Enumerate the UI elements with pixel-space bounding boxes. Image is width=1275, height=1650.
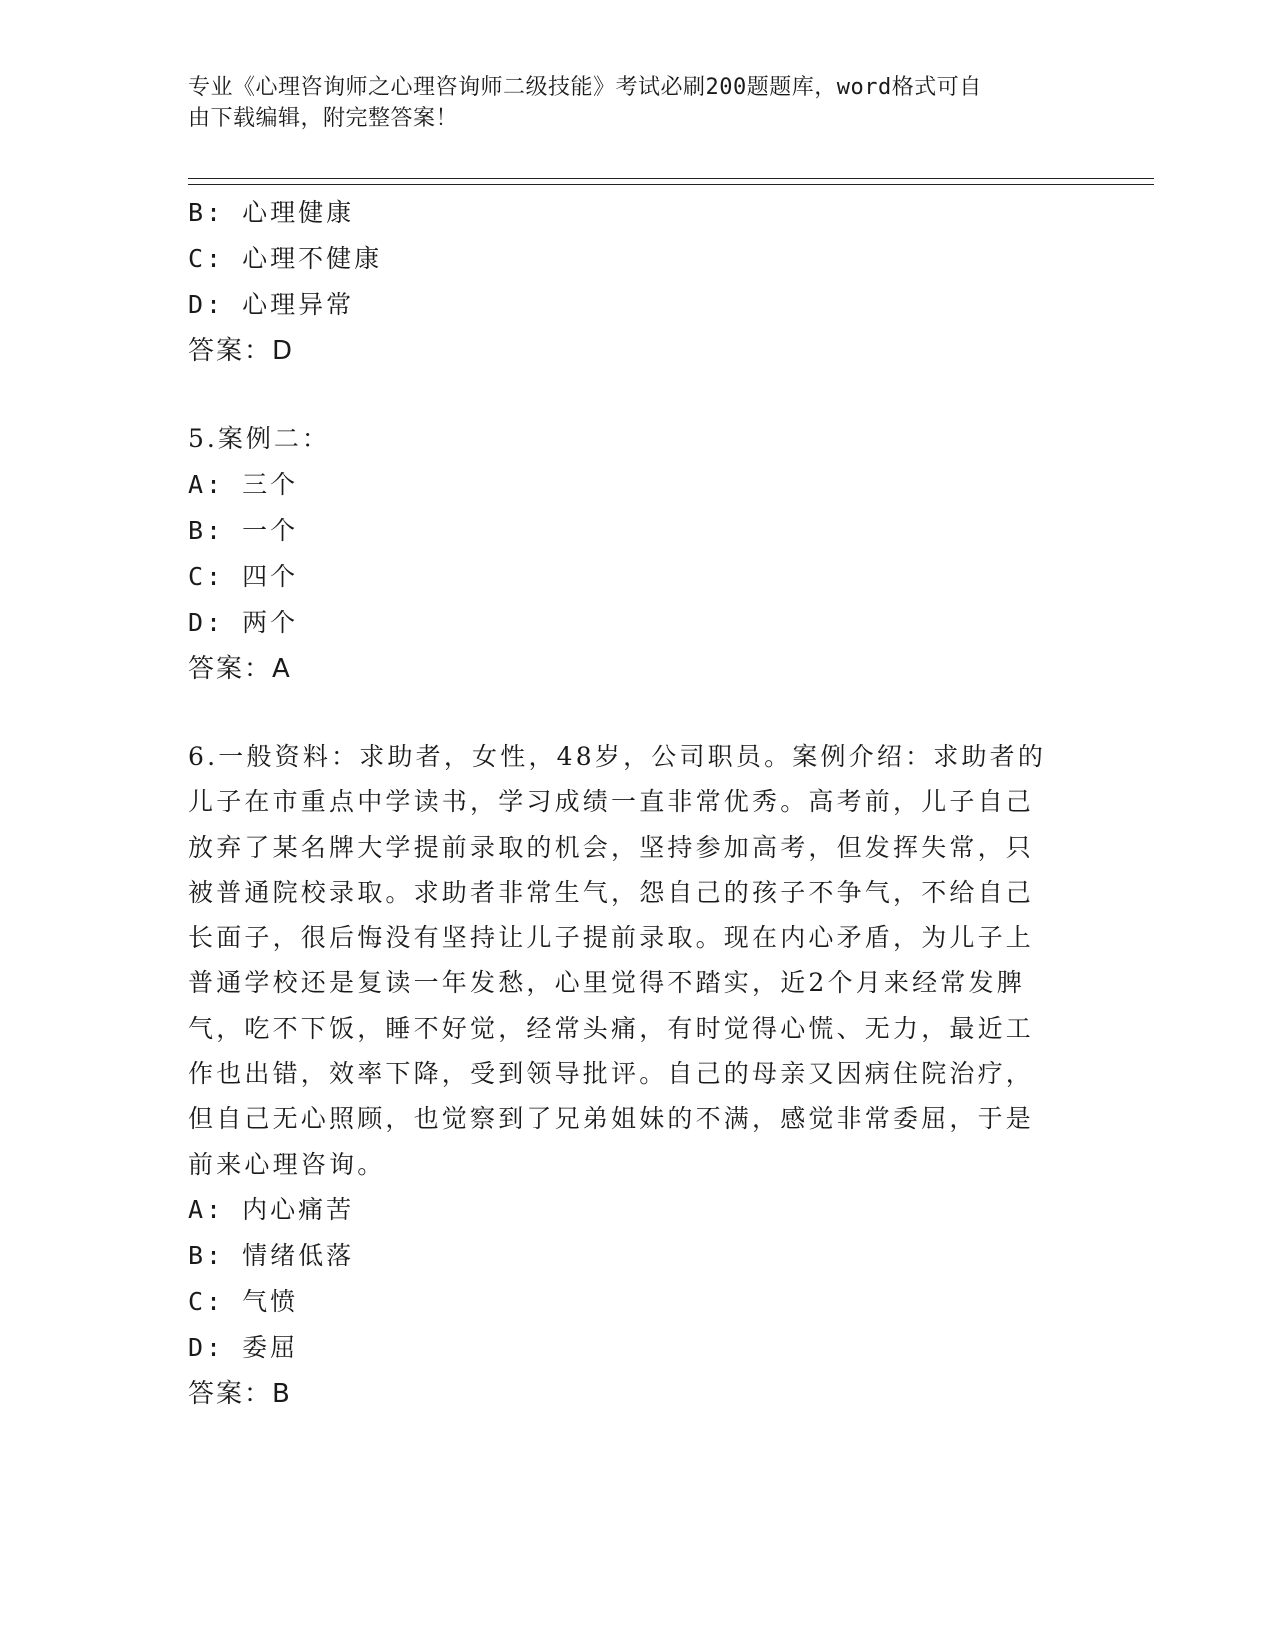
stem-line: 儿子在市重点中学读书，学习成绩一直非常优秀。高考前，儿子自己 — [188, 787, 1035, 817]
option-b — [188, 1233, 1068, 1279]
header-divider-top — [188, 178, 1154, 179]
option-text: 四个 — [242, 562, 299, 591]
question-6 — [188, 734, 1068, 1417]
option-label: B: — [188, 198, 225, 227]
header-line-1: 专业《心理咨询师之心理咨询师二级技能》考试必刷200题题库，word格式可自 — [188, 75, 982, 100]
header-line-2: 由下载编辑，附完整答案！ — [188, 106, 459, 131]
option-label: B: — [188, 516, 225, 545]
option-text: 内心痛苦 — [242, 1194, 355, 1224]
option-text: 气愤 — [242, 1286, 299, 1316]
option-c — [188, 1279, 1068, 1325]
option-text: 心理异常 — [242, 290, 355, 319]
option-c — [188, 554, 1068, 600]
question-prev — [188, 190, 1068, 374]
stem-line: 作也出错，效率下降，受到领导批评。自己的母亲又因病住院治疗， — [188, 1059, 1035, 1089]
header-divider-bottom — [188, 184, 1154, 185]
question-list — [188, 190, 1068, 1417]
option-text: 情绪低落 — [242, 1240, 355, 1270]
option-text: 三个 — [242, 470, 299, 499]
option-label: A: — [188, 1194, 225, 1224]
stem-line: 长面子，很后悔没有坚持让儿子提前录取。现在内心矛盾，为儿子上 — [188, 923, 1035, 953]
answer-line: 答案：D — [188, 336, 295, 366]
question-stem: 5.案例二： — [188, 424, 330, 453]
option-d — [188, 1325, 1068, 1371]
question-5 — [188, 416, 1068, 692]
option-a — [188, 462, 1068, 508]
option-text: 两个 — [242, 608, 299, 637]
option-label: D: — [188, 290, 225, 319]
stem-line: 但自己无心照顾，也觉察到了兄弟姐妹的不满，感觉非常委屈，于是 — [188, 1104, 1035, 1134]
stem-line: 前来心理咨询。 — [188, 1149, 386, 1179]
document-header — [188, 72, 1068, 134]
option-label: C: — [188, 562, 225, 591]
stem-line: 气，吃不下饭，睡不好觉，经常头痛，有时觉得心慌、无力，最近工 — [188, 1013, 1035, 1043]
option-b — [188, 190, 1068, 236]
option-text: 一个 — [242, 516, 299, 545]
option-label: B: — [188, 1240, 225, 1270]
option-text: 心理健康 — [242, 198, 355, 227]
spacer — [188, 374, 1068, 416]
option-c — [188, 236, 1068, 282]
option-a — [188, 1187, 1068, 1233]
option-d — [188, 282, 1068, 328]
stem-line: 被普通院校录取。求助者非常生气，怨自己的孩子不争气，不给自己 — [188, 877, 1035, 907]
stem-line: 放弃了某名牌大学提前录取的机会，坚持参加高考，但发挥失常，只 — [188, 832, 1035, 862]
answer-line: 答案：B — [188, 1378, 292, 1409]
option-b — [188, 508, 1068, 554]
option-label: C: — [188, 244, 225, 273]
option-text: 心理不健康 — [242, 244, 383, 273]
option-label: A: — [188, 470, 225, 499]
option-label: D: — [188, 1332, 225, 1362]
option-text: 委屈 — [242, 1332, 299, 1362]
option-label: C: — [188, 1286, 225, 1316]
spacer — [188, 692, 1068, 734]
stem-line: 6.一般资料：求助者，女性，48岁，公司职员。案例介绍：求助者的 — [188, 742, 1047, 771]
question-stem — [188, 734, 1068, 1187]
stem-line: 普通学校还是复读一年发愁，心里觉得不踏实，近2个月来经常发脾 — [188, 968, 1025, 998]
option-label: D: — [188, 608, 225, 637]
option-d — [188, 600, 1068, 646]
answer-line: 答案：A — [188, 654, 292, 684]
